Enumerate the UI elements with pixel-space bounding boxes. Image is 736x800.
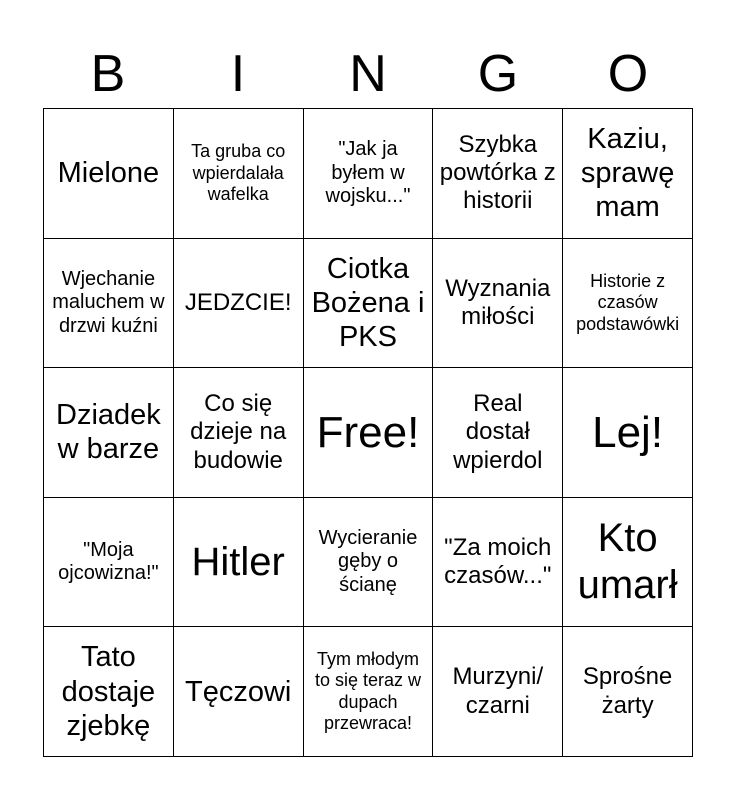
bingo-cell-r1c3[interactable] <box>304 109 434 239</box>
bingo-cell-r5c4[interactable] <box>433 627 563 757</box>
cell-text: JEDZCIE! <box>184 288 292 316</box>
bingo-cell-r3c2[interactable] <box>174 368 304 498</box>
cell-text: Mielone <box>57 157 160 190</box>
bingo-cell-r5c3[interactable] <box>304 627 434 757</box>
bingo-cell-r3c3-free[interactable] <box>304 368 434 498</box>
cell-text: "Za moich czasów..." <box>444 533 552 590</box>
bingo-cell-r1c2[interactable] <box>174 109 304 239</box>
bingo-cell-r3c4[interactable] <box>433 368 563 498</box>
cell-text: Dziadek w barze <box>56 399 161 466</box>
header-letter-o: O <box>607 45 649 103</box>
cell-text: Hitler <box>191 539 285 584</box>
cell-text: Historie z czasów podstawówki <box>576 271 680 334</box>
bingo-cell-r5c2[interactable] <box>174 627 304 757</box>
cell-text: Murzyni/ czarni <box>452 663 544 719</box>
cell-text: Tęczowi <box>185 675 292 708</box>
cell-text: "Jak ja byłem w wojsku..." <box>325 137 411 208</box>
bingo-cell-r1c1[interactable] <box>44 109 174 239</box>
bingo-cell-r2c2[interactable] <box>174 239 304 369</box>
bingo-cell-r4c4[interactable] <box>433 498 563 628</box>
bingo-grid <box>43 108 693 757</box>
cell-text: "Moja ojcowizna!" <box>58 538 159 585</box>
header-letter-i: I <box>230 45 246 103</box>
bingo-cell-r2c4[interactable] <box>433 239 563 369</box>
cell-text: Ciotka Bożena i PKS <box>311 252 425 353</box>
bingo-cell-r4c5[interactable] <box>563 498 693 628</box>
bingo-cell-r2c1[interactable] <box>44 239 174 369</box>
cell-text: Real dostał wpierdol <box>453 390 543 474</box>
header-letter-b: B <box>90 45 126 103</box>
header-letter-n: N <box>349 45 387 103</box>
bingo-cell-r4c1[interactable] <box>44 498 174 628</box>
cell-text: Kto umarł <box>577 515 678 608</box>
cell-text: Kaziu, sprawę mam <box>580 122 675 224</box>
bingo-cell-r2c3[interactable] <box>304 239 434 369</box>
cell-text: Szybka powtórka z historii <box>439 130 556 215</box>
bingo-cell-r3c1[interactable] <box>44 368 174 498</box>
cell-text: Sprośne żarty <box>582 663 673 719</box>
bingo-cell-r1c4[interactable] <box>433 109 563 239</box>
cell-text: Wyznania miłości <box>445 274 551 330</box>
bingo-cell-r2c5[interactable] <box>563 239 693 369</box>
bingo-cell-r5c1[interactable] <box>44 627 174 757</box>
bingo-cell-r5c5[interactable] <box>563 627 693 757</box>
cell-text: Wycieranie gęby o ścianę <box>318 526 418 596</box>
header-letter-g: G <box>477 45 519 103</box>
cell-text: Ta gruba co wpierdalała wafelka <box>191 141 286 204</box>
cell-text: Lej! <box>592 407 664 457</box>
free-space-text: Free! <box>316 407 420 457</box>
cell-text: Co się dzieje na budowie <box>190 390 287 474</box>
bingo-cell-r4c3[interactable] <box>304 498 434 628</box>
bingo-cell-r3c5[interactable] <box>563 368 693 498</box>
bingo-cell-r4c2[interactable] <box>174 498 304 628</box>
cell-text: Tym młodym to się teraz w dupach przewraca! <box>314 649 422 733</box>
bingo-cell-r1c5[interactable] <box>563 109 693 239</box>
bingo-header <box>43 40 693 108</box>
cell-text: Tato dostaje zjebkę <box>61 641 156 742</box>
cell-text: Wjechanie maluchem w drzwi kuźni <box>52 267 165 337</box>
